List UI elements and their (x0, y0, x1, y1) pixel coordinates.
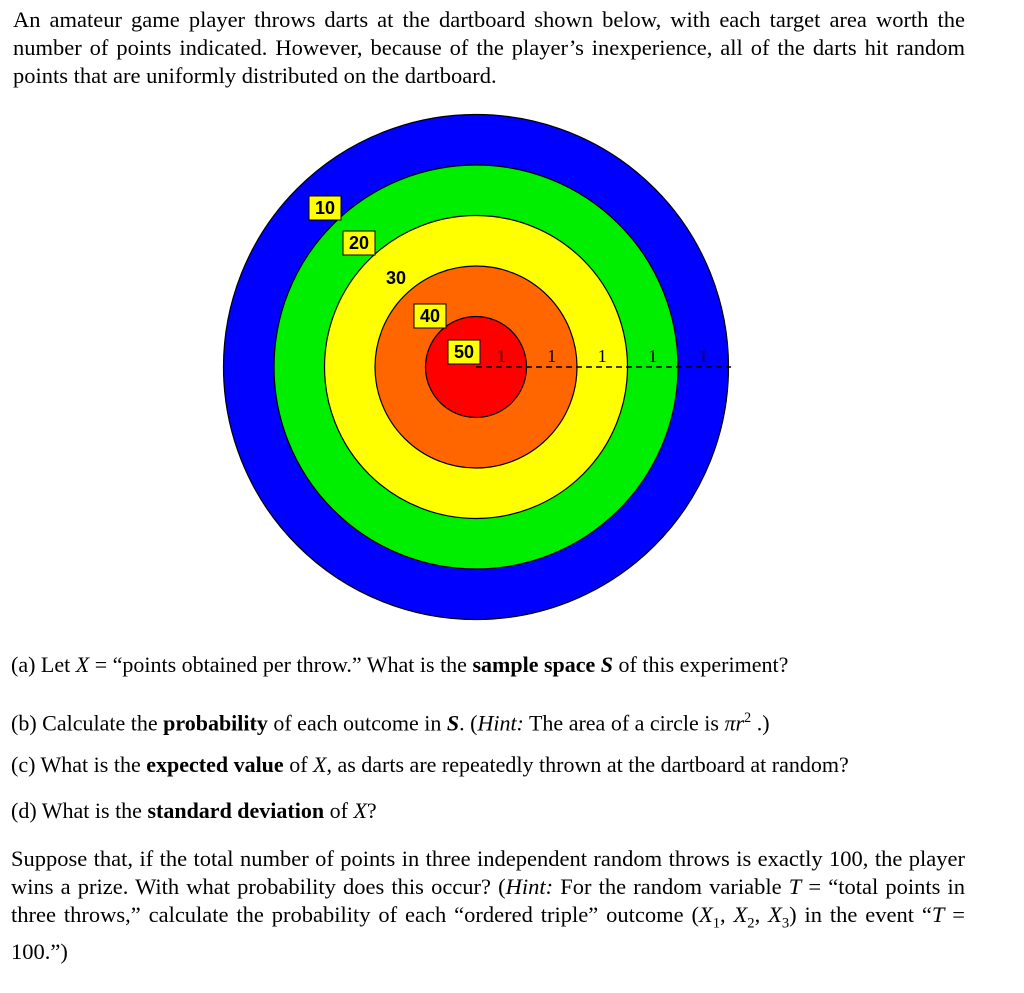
radius-unit-label: 1 (547, 346, 557, 366)
question-d (11, 797, 377, 825)
suppose-text-2: For the random variable (553, 874, 789, 899)
suppose-var-t2: T (931, 902, 945, 927)
ring-label-40: 40 (419, 306, 441, 326)
question-b-formula: πr (724, 710, 745, 736)
radius-unit-label: 1 (496, 346, 506, 366)
question-c-post: , as darts are repeatedly thrown at the dartboard at random? (326, 752, 849, 777)
suppose-var-x2: X (733, 902, 748, 927)
suppose-text-4: ) in the event “ (789, 902, 932, 927)
suppose-var-x3: X (768, 902, 782, 927)
question-b-end: .) (751, 710, 770, 736)
suppose-sub-2: 2 (747, 915, 755, 932)
question-c-var: X (313, 752, 327, 777)
question-b-tail: The area of a circle is (523, 710, 725, 736)
ring-label-30: 30 (385, 268, 407, 288)
question-c-bold: expected value (146, 752, 284, 777)
intro-line-1: An amateur game player throws darts at the dartboard shown below, with each target area worth (13, 7, 929, 32)
question-b-bold-italic: S (446, 710, 460, 736)
radius-unit-label: 1 (698, 346, 708, 366)
suppose-text-3: = “total points in three throws,” calculate the probability of each “ordered triple” outcome ( (11, 874, 965, 927)
question-b-hint: Hint: (477, 710, 524, 736)
question-a-bold-italic: S (600, 652, 614, 677)
intro-line-2: the number of points indicated. However, because of the player’s inexperience, all of the darts (13, 7, 965, 60)
question-a-eq: = “points obtained per throw.” What is the (89, 652, 473, 677)
suppose-var-t: T (788, 874, 802, 899)
question-d-bold: standard deviation (147, 798, 325, 823)
radius-unit-label: 1 (597, 346, 607, 366)
question-a-post: of this experiment? (613, 652, 789, 677)
question-a-bold: sample space (472, 652, 601, 677)
radius-unit-label: 1 (648, 346, 658, 366)
ring-label-10: 10 (314, 198, 336, 218)
suppose-sub-1: 1 (712, 915, 720, 932)
suppose-sub-3: 3 (781, 915, 790, 932)
question-a-text: (a) Let (11, 652, 76, 677)
question-a (11, 651, 788, 679)
question-b-mid: of each outcome in (267, 710, 447, 736)
suppose-var-x1: X (698, 902, 713, 927)
suppose-hint: Hint: (505, 874, 554, 899)
question-d-var: X (353, 798, 367, 823)
question-d-text: (d) What is the (11, 798, 148, 823)
question-c-mid: of (283, 752, 314, 777)
question-b (11, 704, 770, 737)
question-a-var: X (75, 652, 90, 677)
question-c-text: (c) What is the (11, 752, 147, 777)
intro-line-3: hit random points that are uniformly distributed on the dartboard. (13, 35, 965, 88)
question-b-post: . ( (459, 710, 478, 736)
question-c (11, 751, 849, 779)
suppose-paragraph: Suppose that, if the total number of points in three independent random throws is exactly 100, the player wins a prize. With what probability does this occur? (Hint: For the random variable T = “total points in three throws,” calculate the probability of each “ordered triple” outcome ($X_1$, $X_2$, $X_3$) in the event “T = 100.”) (11, 846, 965, 964)
suppose-text-1: Suppose that, if the total number of points in three independent random throws is exactly 100, the player wins a prize. With what probability does this occur? ( (11, 846, 965, 899)
ring-label-20: 20 (348, 233, 370, 253)
question-b-sup: 2 (744, 710, 752, 726)
question-d-post: ? (366, 798, 377, 823)
suppose-text-5: = 100.”) (11, 902, 965, 964)
ring-label-50: 50 (453, 342, 475, 362)
question-b-text: (b) Calculate the (11, 710, 164, 736)
question-d-mid: of (324, 798, 354, 823)
question-b-bold: probability (163, 710, 268, 736)
